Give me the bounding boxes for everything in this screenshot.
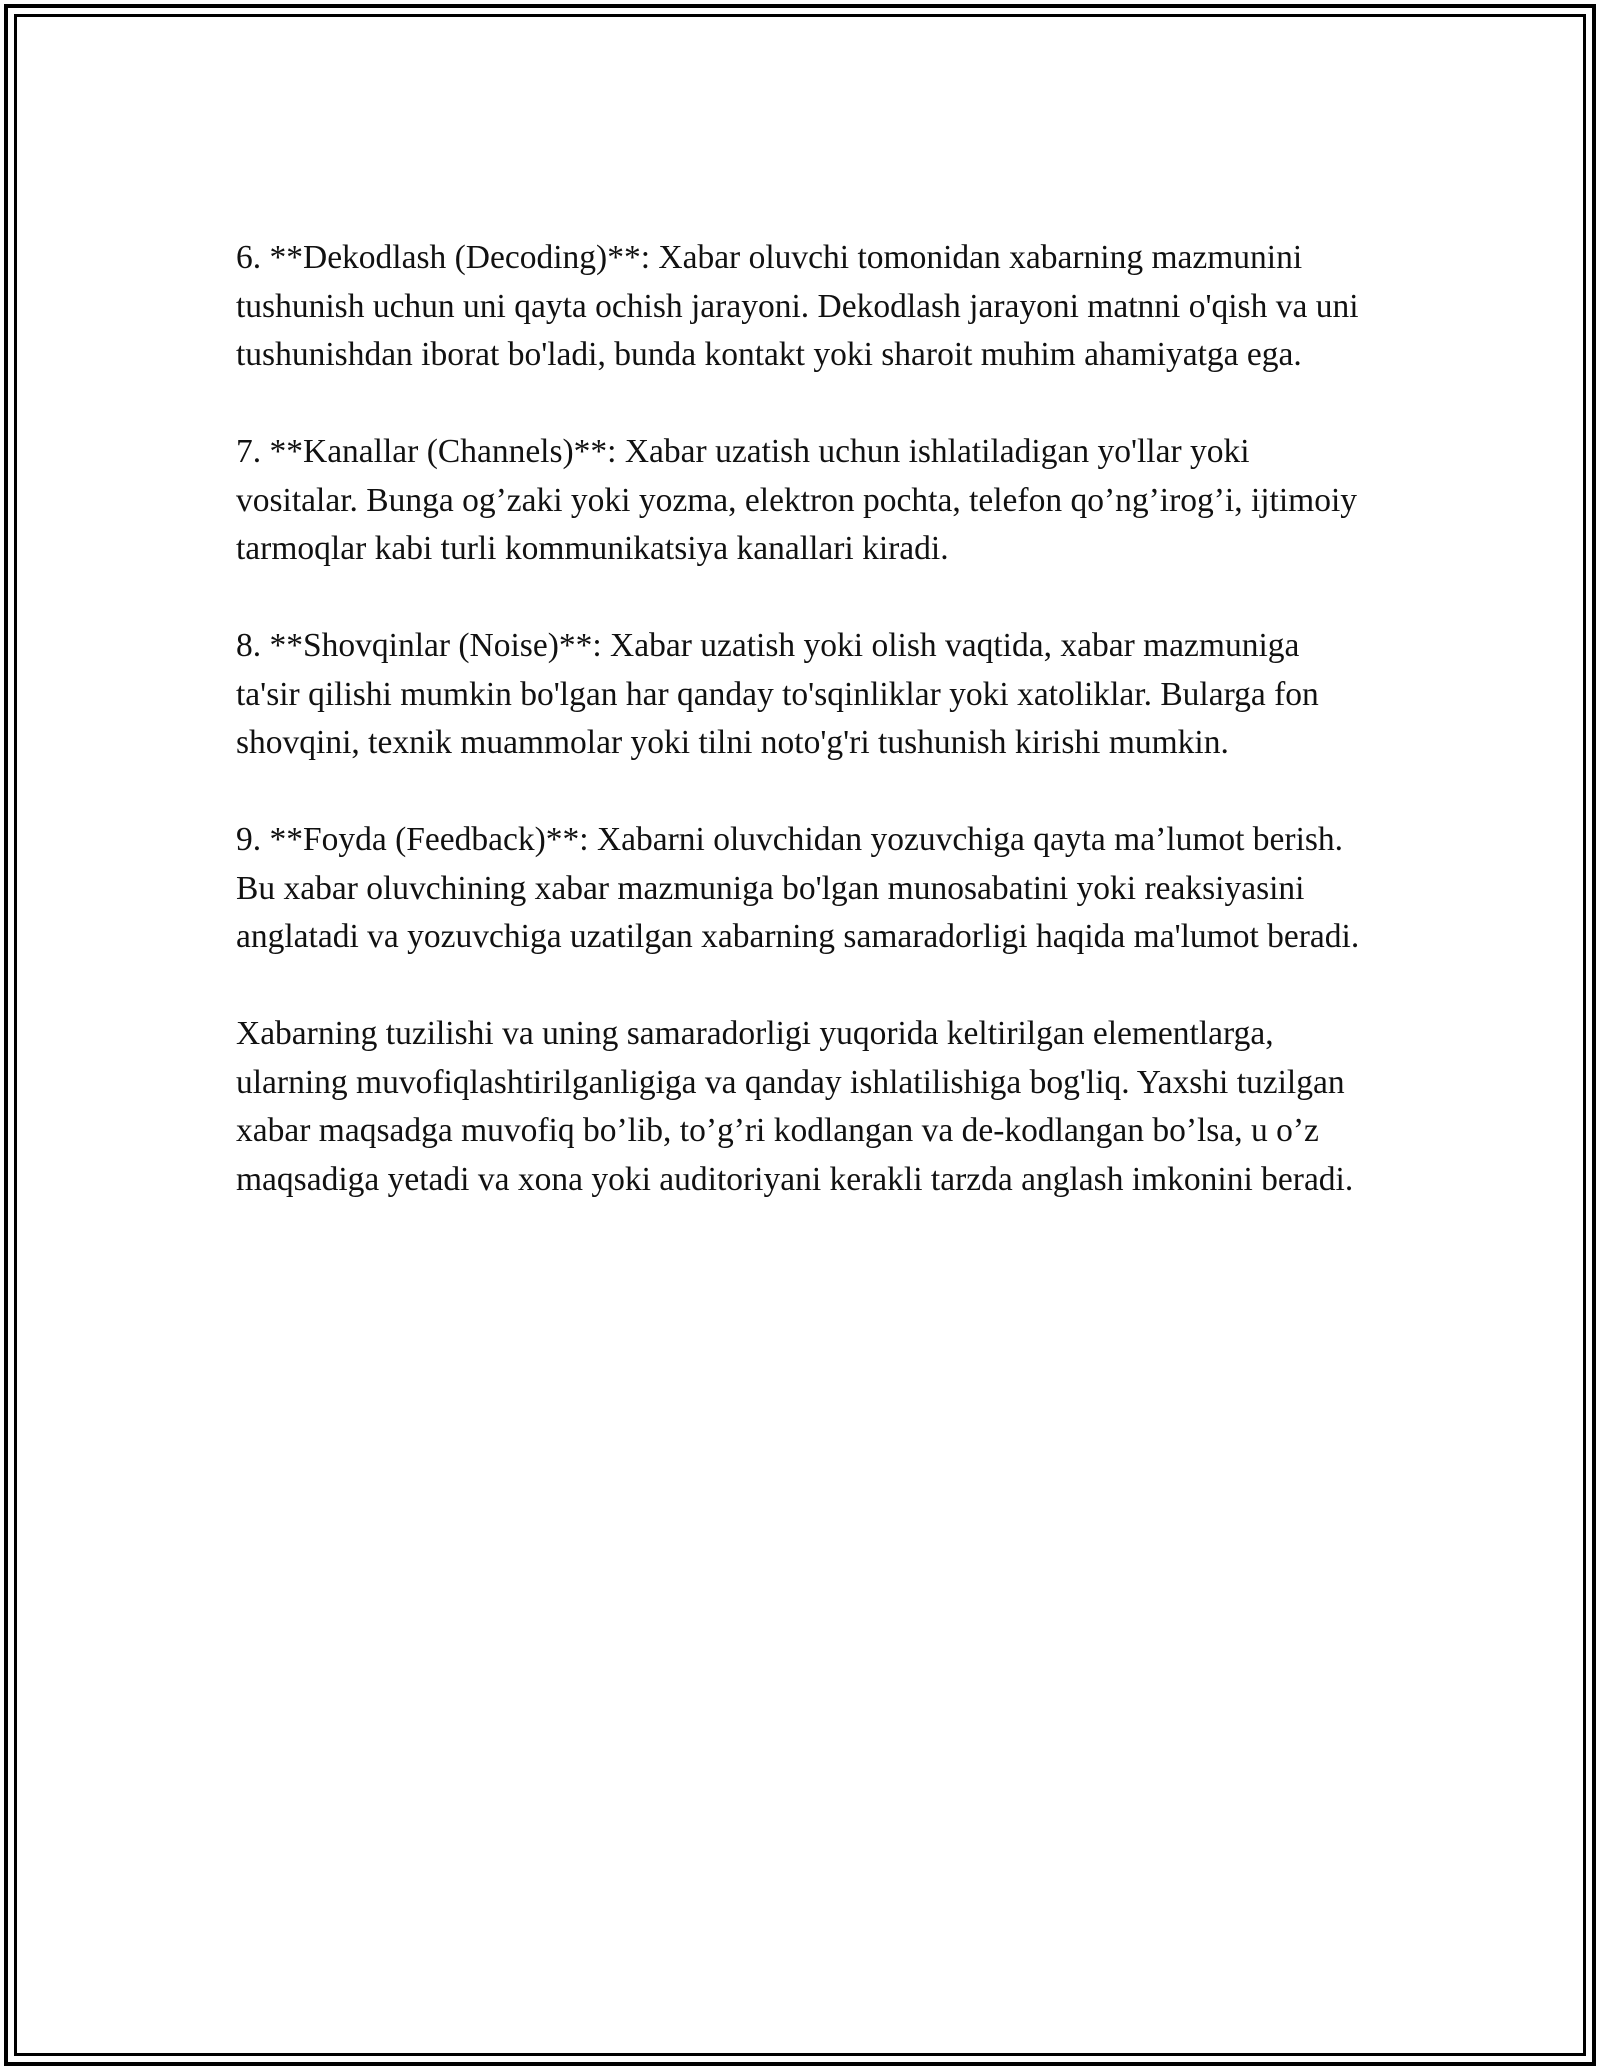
paragraph-feedback: 9. **Foyda (Feedback)**: Xabarni oluvchidan yozuvchiga qayta ma’lumot berish. Bu xabar oluvchining xabar mazmuniga bo'lgan munosabatini yoki reaksiyasini anglatadi va yozuvchiga uzatilgan xabarning samaradorligi haqida ma'lumot beradi. <box>236 821 1360 955</box>
paragraph-channels: 7. **Kanallar (Channels)**: Xabar uzatish uchun ishlatiladigan yo'llar yoki vositalar. Bunga og’zaki yoki yozma, elektron pochta, telefon qo’ng’irog’i, ijtimoiy tarmoqlar kabi turli kommunikatsiya kanallari kiradi. <box>236 433 1358 567</box>
paragraph-conclusion: Xabarning tuzilishi va uning samaradorligi yuqorida keltirilgan elementlarga, ularning muvofiqlashtirilganligiga va qanday ishlatilishiga bog'liq. Yaxshi tuzilgan xabar maqsadga muvofiq bo’lib, to’g’ri kodlangan va de-kodlangan bo’lsa, u o’z maqsadiga yetadi va xona yoki auditoriyani kerakli tarzda anglash imkonini beradi. <box>236 1015 1354 1198</box>
paragraph-noise: 8. **Shovqinlar (Noise)**: Xabar uzatish yoki olish vaqtida, xabar mazmuniga ta'sir qilishi mumkin bo'lgan har qanday to'sqinliklar yoki xatoliklar. Bularga fon shovqini, texnik muammolar yoki tilni noto'g'ri tushunish kirishi mumkin. <box>236 627 1319 761</box>
document-body <box>236 234 1366 1253</box>
paragraph-decoding: 6. **Dekodlash (Decoding)**: Xabar oluvchi tomonidan xabarning mazmunini tushunish uchun uni qayta ochish jarayoni. Dekodlash jarayoni matnni o'qish va uni tushunishdan iborat bo'ladi, bunda kontakt yoki sharoit muhim ahamiyatga ega. <box>236 239 1359 373</box>
